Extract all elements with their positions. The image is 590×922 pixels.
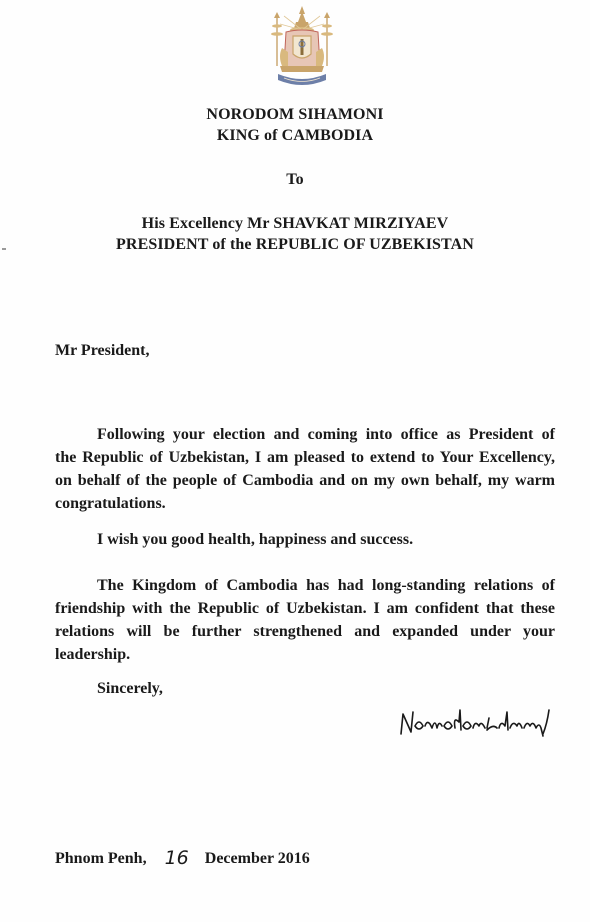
paragraph-line: The Kingdom of Cambodia has had long-standing relations of — [97, 577, 555, 594]
paragraph-line: on behalf of the people of Cambodia and on my own behalf, my warm — [55, 472, 555, 489]
paragraph-line: the Republic of Uzbekistan, I am pleased to extend to Your Excellency, — [55, 449, 555, 466]
paragraph-line: friendship with the Republic of Uzbekistan. I am confident that these — [55, 600, 555, 617]
paragraph-line: Following your election and coming into office as President of — [97, 426, 555, 443]
margin-mark — [2, 248, 6, 250]
handwritten-signature — [397, 704, 553, 740]
handwritten-day: 16 — [164, 847, 189, 869]
to-label: To — [286, 171, 304, 188]
salutation: Mr President, — [55, 342, 150, 359]
paragraph-relations — [55, 574, 555, 666]
royal-coat-of-arms-icon — [264, 4, 340, 90]
closing: Sincerely, — [97, 680, 163, 697]
paragraph-line: congratulations. — [55, 495, 166, 512]
paragraph-line: leadership. — [55, 646, 131, 663]
date-line — [55, 846, 310, 868]
sender-title: KING of CAMBODIA — [216, 127, 374, 144]
month-year: December 2016 — [204, 850, 310, 867]
recipient-name: His Excellency Mr SHAVKAT MIRZIYAEV — [141, 215, 449, 232]
sender-name: NORODOM SIHAMONI — [206, 106, 384, 123]
paragraph-wishes: I wish you good health, happiness and success. — [97, 531, 414, 548]
paragraph-congratulations — [55, 423, 555, 515]
recipient-title: PRESIDENT of the REPUBLIC OF UZBEKISTAN — [116, 236, 474, 253]
place: Phnom Penh, — [55, 850, 147, 867]
paragraph-line: relations will be further strengthened and expanded under your — [55, 623, 555, 640]
